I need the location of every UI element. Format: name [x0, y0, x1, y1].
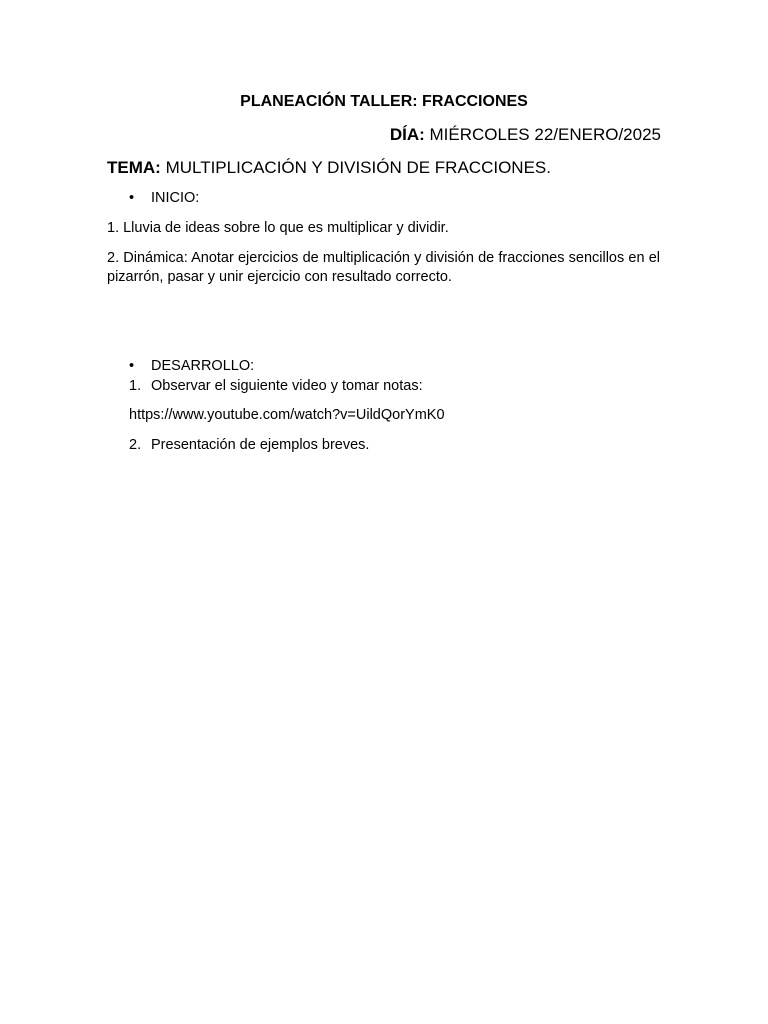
- item-number: 2.: [129, 437, 142, 453]
- date-value: MIÉRCOLES 22/ENERO/2025: [429, 125, 661, 144]
- item-text: Observar el siguiente video y tomar notas:: [151, 378, 423, 394]
- video-link[interactable]: https://www.youtube.com/watch?v=UildQorYmK0: [129, 407, 445, 423]
- numbered-item: [129, 377, 423, 395]
- topic-line: [107, 157, 551, 179]
- item-text: Presentación de ejemplos breves.: [151, 437, 370, 453]
- bullet-icon: •: [129, 190, 135, 206]
- date-label: DÍA:: [389, 125, 425, 144]
- section-heading-desarrollo: [129, 357, 254, 375]
- date-line: [390, 124, 661, 146]
- list-item: 2. Dinámica: Anotar ejercicios de multiplicación y división de fracciones sencillos en el pizarrón, pasar y unir ejercicio con resultado correcto.: [107, 250, 660, 285]
- topic-label: TEMA:: [107, 158, 161, 177]
- numbered-item: [129, 436, 369, 454]
- list-item: 1. Lluvia de ideas sobre lo que es multiplicar y dividir.: [107, 220, 449, 236]
- section-heading-label: DESARROLLO:: [151, 358, 255, 374]
- bullet-icon: •: [129, 358, 135, 374]
- document-title: PLANEACIÓN TALLER: FRACCIONES: [240, 93, 528, 110]
- topic-value: MULTIPLICACIÓN Y DIVISIÓN DE FRACCIONES.: [165, 158, 551, 177]
- item-number: 1.: [129, 378, 142, 394]
- section-heading-inicio: [129, 189, 199, 207]
- section-heading-label: INICIO:: [151, 190, 200, 206]
